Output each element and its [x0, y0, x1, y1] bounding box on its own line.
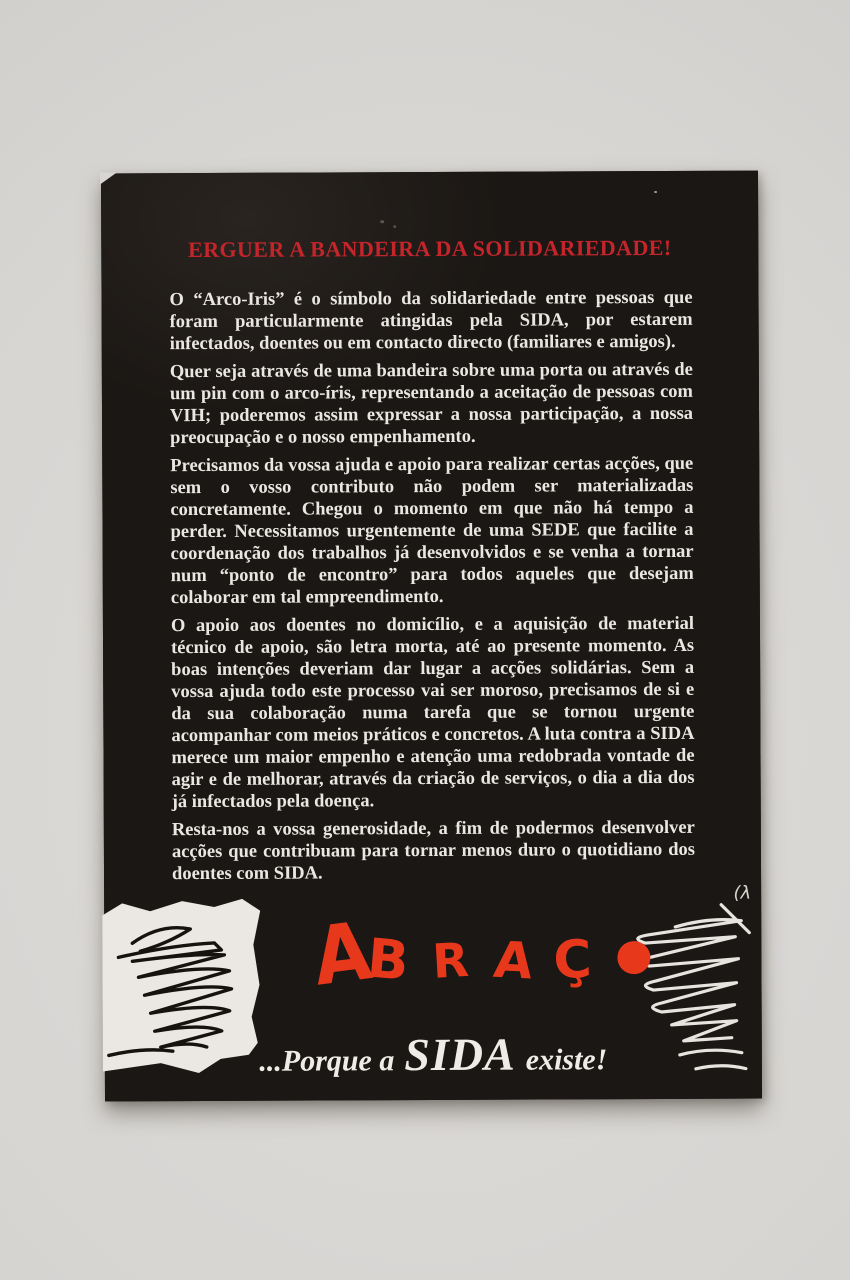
body-paragraph: Quer seja através de uma bandeira sobre uma porta ou através de um pin com o arco-íris, representando a aceitação de pessoas com VIH; poderemos assim expressar a nossa participação, a nossa preocupação e o nosso empenhamento. — [169, 359, 694, 449]
tagline-suffix: existe! — [525, 1043, 608, 1077]
body-text-block — [169, 287, 695, 891]
scribble-mark: (λ — [733, 882, 752, 904]
logo-letter-r: R — [430, 932, 471, 990]
logo-letter-c-cedilla: Ç — [552, 929, 593, 992]
poster-title: ERGUER A BANDEIRA DA SOLIDARIEDADE! — [188, 234, 672, 263]
flyer-poster — [101, 171, 762, 1102]
dust-speck — [380, 220, 384, 223]
body-paragraph: O apoio aos doentes no domicílio, e a aquisição de material técnico de apoio, são letra morta, até ao presente momento. As boas intenções deveriam dar lugar a acções solidárias. Sem a vossa ajuda todo este processo vai ser moroso, precisamos de si e da sua colaboração numa tarefa que se tornou urgente acompanhar com meios práticos e concretos. A luta contra a SIDA merece um maior empenho e atenção uma redobrada vontade de agir e de melhorar, através da criação de serviços, o dia a dia dos já infectados pela doença. — [170, 613, 695, 813]
dust-speck — [654, 191, 657, 193]
logo-letter-b: B — [364, 926, 411, 993]
logo-letter-a2: A — [491, 930, 537, 991]
logo-letter-a1: A — [308, 904, 377, 1004]
body-paragraph: Precisamos da vossa ajuda e apoio para realizar certas acções, que sem o vosso contributo não podem ser materializadas concretamente. Chegou o momento em que não há tempo a perder. Necessitamos urgentemente de uma SEDE que facilite a coordenação dos trabalhos já desenvolvidos e se venha a tornar num “ponto de encontro” para todos aqueles que desejam colaborar em tal empreendimento. — [170, 453, 694, 609]
tagline — [105, 1027, 762, 1083]
abraco-logo — [152, 904, 809, 1010]
tagline-sida: SIDA — [404, 1028, 516, 1081]
logo-letter-o-circle-icon — [617, 941, 650, 974]
dust-speck — [393, 225, 396, 228]
tagline-prefix: ...Porque a — [259, 1044, 395, 1078]
body-paragraph: O “Arco-Iris” é o símbolo da solidariedade entre pessoas que foram particularmente atingidas pela SIDA, por estarem infectados, doentes ou em contacto directo (familiares e amigos). — [169, 287, 693, 355]
clipped-corner — [100, 172, 117, 184]
body-paragraph: Resta-nos a vossa generosidade, a fim de podermos desenvolver acções que contribuam para tornar menos duro o quotidiano dos doentes com SIDA. — [171, 817, 695, 885]
